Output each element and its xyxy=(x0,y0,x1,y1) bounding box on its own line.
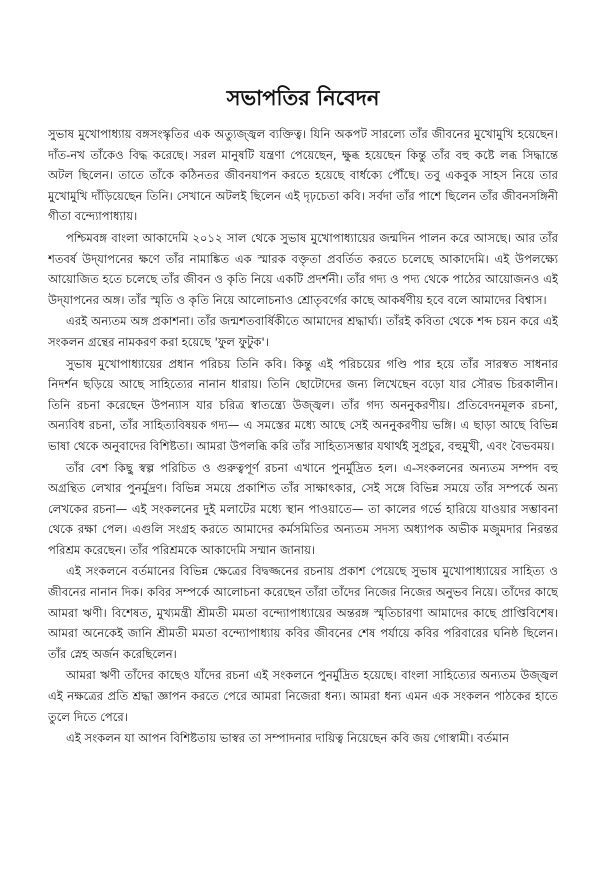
paragraph-4: সুভাষ মুখোপাধ্যায়ের প্রধান পরিচয় তিনি কবি। কিন্তু এই পরিচয়ের গণ্ডি পার হয়ে তাঁর সারস্বত সাধনার নিদর্শন ছড়িয়ে আছে সাহিত্যের নানান ধারায়। তিনি ছোটোদের জন্য লিখেছেন বড়ো যার সৌরভ চিরকালীন। তিনি রচনা করেছেন উপন্যাস যার চরিত্র স্বাতন্ত্র্যে উজ্জ্বল। তাঁর গদ্য অননুকরণীয়। প্রতিবেদনমূলক রচনা, অন্যবিধ রচনা, তাঁর সাহিত্যবিষয়ক গদ্য— এ সমস্তের মধ্যে আছে সেই অননুকরণীয় ভঙ্গি। এ ছাড়া আছে বিভিন্ন ভাষা থেকে অনুবাদের বিশিষ্টতা। আমরা উপলব্ধি করি তাঁর সাহিত্যসম্ভার যথার্থই সুপ্রচুর, বহুমুখী, এবং বৈভবময়। xyxy=(48,356,558,453)
page-title: সভাপতির নিবেদন xyxy=(226,86,380,110)
paragraph-3: এরই অন্যতম অঙ্গ প্রকাশনা। তাঁর জন্মশতবার্ষিকীতে আমাদের শ্রদ্ধার্ঘ্য। তাঁরই কবিতা থেকে শব্দ চয়ন করে এই সংকলন গ্রন্থের নামকরণ করা হয়েছে 'ফুল ফুটুক'। xyxy=(48,314,558,349)
paragraph-8: এই সংকলন যা আপন বিশিষ্টতায় ভাস্বর তা সম্পাদনার দায়িত্ব নিয়েছেন কবি জয় গোস্বামী। বর্তমান xyxy=(66,731,510,746)
body-text xyxy=(48,124,558,749)
paragraph-7: আমরা ঋণী তাঁদের কাছেও যাঁদের রচনা এই সংকলনে পুনর্মুদ্রিত হয়েছে। বাংলা সাহিত্যের অন্যতম উজ্জ্বল এই নক্ষত্রের প্রতি শ্রদ্ধা জ্ঞাপন করতে পেরে আমরা নিজেরা ধন্য। আমরা ধন্য এমন এক সংকলন পাঠকের হাতে তুলে দিতে পেরে। xyxy=(48,668,558,724)
paragraph-5: তাঁর বেশ কিছু স্বল্প পরিচিত ও গুরুত্বপূর্ণ রচনা এখানে পুনর্মুদ্রিত হল। এ-সংকলনের অন্যতম সম্পদ বহু অগ্রন্থিত লেখার পুনর্মুদ্রণ। বিভিন্ন সময়ে প্রকাশিত তাঁর সাক্ষাৎকার, সেই সঙ্গে বিভিন্ন সময়ে তাঁর সম্পর্কে অন্য লেখকের রচনা— এই সংকলনের দুই মলাটের মধ্যে স্থান পাওয়াতে— তা কালের গর্ভে হারিয়ে যাওয়ার সম্ভাবনা থেকে রক্ষা পেল। এগুলি সংগ্রহ করতে আমাদের কর্মসমিতির অন্যতম সদস্য অধ্যাপক অভীক মজুমদার নিরন্তর পরিশ্রম করেছেন। তাঁর পরিশ্রমকে আকাদেমি সম্মান জানায়। xyxy=(48,460,558,557)
paragraph-1: সুভাষ মুখোপাধ্যায় বঙ্গসংস্কৃতির এক অত্যুজ্জ্বল ব্যক্তিত্ব। যিনি অকপট সারল্যে তাঁর জীবনের মুখোমুখি হয়েছেন। দাঁত-নখ তাঁকেও বিদ্ধ করেছে। সরল মানুষটি যন্ত্রণা পেয়েছেন, ক্ষুব্ধ হয়েছেন কিন্তু তাঁর বহু কষ্টে লব্ধ সিদ্ধান্তে অটল ছিলেন। তাতে তাঁকে কঠিনতর জীবনযাপন করতে হয়েছে বার্ধক্যে পৌঁছে। তবু একবুক সাহস নিয়ে তার মুখোমুখি দাঁড়িয়েছেন তিনি। সেখানে অটলই ছিলেন এই দৃঢ়চেতা কবি। সর্বদা তাঁর পাশে ছিলেন তাঁর জীবনসঙ্গিনী গীতা বন্দ্যোপাধ্যায়। xyxy=(48,127,558,224)
document-page xyxy=(48,84,558,874)
paragraph-6: এই সংকলনে বর্তমানের বিভিন্ন ক্ষেত্রের বিদ্বজ্জনের রচনায় প্রকাশ পেয়েছে সুভাষ মুখোপাধ্যায়ের সাহিত্য ও জীবনের নানান দিক। কবির সম্পর্কে আলোচনা করেছেন তাঁরা তাঁদের নিজের নিজের অনুভব নিয়ে। তাঁদের কাছে আমরা ঋণী। বিশেষত, মুখ্যমন্ত্রী শ্রীমতী মমতা বন্দ্যোপাধ্যায়ের অন্তরঙ্গ স্মৃতিচারণা আমাদের কাছে প্রাপ্তিবিশেষ। আমরা অনেকেই জানি শ্রীমতী মমতা বন্দ্যোপাধ্যায় কবির জীবনের শেষ পর্যায়ে কবির পরিবারের ঘনিষ্ঠ ছিলেন। তাঁর স্নেহ অর্জন করেছিলেন। xyxy=(48,564,558,661)
paragraph-2: পশ্চিমবঙ্গ বাংলা আকাদেমি ২০১২ সাল থেকে সুভাষ মুখোপাধ্যায়ের জন্মদিন পালন করে আসছে। আর তাঁর শতবর্ষ উদ্‌যাপনের ক্ষণে তাঁর নামাঙ্কিত এক স্মারক বক্তৃতা প্রবর্তিত করতে চলেছে আকাদেমি। এই উপলক্ষ্যে আয়োজিত হতে চলেছে তাঁর জীবন ও কৃতি নিয়ে একটি প্রদর্শনী। তাঁর গদ্য ও পদ্য থেকে পাঠের আয়োজনও এই উদ্‌যাপনের অঙ্গ। তাঁর স্মৃতি ও কৃতি নিয়ে আলোচনাও শ্রোতৃবর্গের কাছে আকর্ষণীয় হবে বলে আমাদের বিশ্বাস। xyxy=(48,230,558,307)
